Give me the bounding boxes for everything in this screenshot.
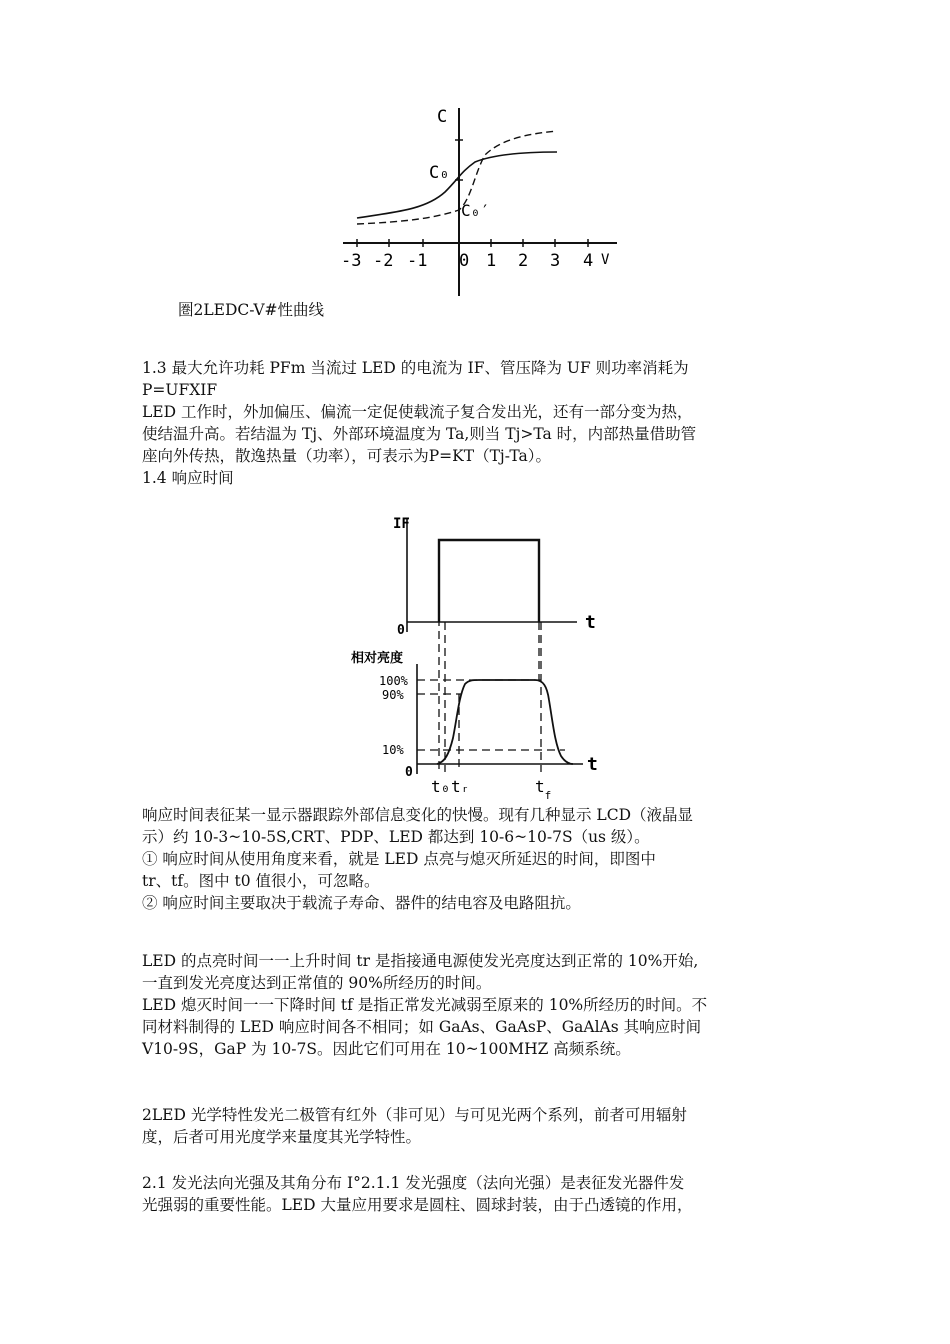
cv-x-end-label: V — [601, 252, 610, 268]
text-line: 1.3 最大允许功耗 PFm 当流过 LED 的电流为 IF、管压降为 UF 则功率消耗为 — [142, 359, 689, 377]
cv-tick-2: 2 — [518, 251, 529, 271]
cv-c0-label: C₀ — [429, 163, 450, 183]
tf-label: $t_f$ — [535, 777, 552, 800]
pct-10-label: 10% — [382, 743, 404, 757]
text-line: 2LED 光学特性发光二极管有红外（非可见）与可见光两个系列，前者可用辐射 — [142, 1106, 687, 1124]
brightness-t-label: t — [587, 754, 598, 775]
section-2-1 — [142, 1172, 812, 1216]
figure1-caption: 圏2LEDC-V#性曲线 — [178, 301, 325, 319]
brightness-y-label: 相对亮度 — [351, 651, 404, 666]
if-y-label: IF — [393, 516, 410, 532]
cv-solid-curve — [357, 152, 557, 218]
cv-tick-1: 1 — [486, 251, 497, 271]
text-line: ① 响应时间从使用角度来看，就是 LED 点亮与熄灭所延迟的时间，即图中 — [142, 850, 656, 868]
section-response — [142, 804, 812, 914]
cv-tick-m1: -1 — [407, 251, 428, 271]
text-line: ② 响应时间主要取决于载流子寿命、器件的结电容及电路阻抗。 — [142, 894, 581, 912]
text-line: 光强弱的重要性能。LED 大量应用要求是圆柱、圆球封装，由于凸透镜的作用， — [142, 1196, 693, 1214]
text-line: LED 熄灭时间一一下降时间 tf 是指正常发光减弱至原来的 10%所经历的时间。不 — [142, 996, 708, 1014]
text-line: 座向外传热，散逸热量（功率），可表示为P=KT（Tj-Ta）。 — [142, 447, 552, 465]
cv-tick-3: 3 — [550, 251, 561, 271]
text-line: 响应时间表征某一显示器跟踪外部信息变化的快慢。现有几种显示 LCD（液晶显 — [142, 806, 694, 824]
cv-c0-prime-label: C₀′ — [461, 201, 490, 220]
text-line: V10-9S，GaP 为 10-7S。因此它们可用在 10~100MHZ 高频系统。 — [142, 1040, 631, 1058]
text-line: 度，后者可用光度学来量度其光学特性。 — [142, 1128, 422, 1146]
text-line: 1.4 响应时间 — [142, 469, 234, 487]
text-line: 一直到发光亮度达到正常值的 90%所经历的时间。 — [142, 974, 492, 992]
cv-tick-m3: -3 — [341, 251, 362, 271]
text-line: 示）约 10-3~10-5S,CRT、PDP、LED 都达到 10-6~10-7S（us 级）。 — [142, 828, 650, 846]
if-zero-label: 0 — [397, 623, 405, 638]
pct-90-label: 90% — [382, 688, 404, 702]
tr-label: tᵣ — [451, 777, 471, 796]
section-rise-fall — [142, 950, 812, 1060]
if-pulse — [439, 540, 539, 622]
brightness-zero-label: 0 — [405, 765, 413, 780]
cv-y-label: C — [437, 107, 448, 127]
text-line: 使结温升高。若结温为 Tj、外部环境温度为 Ta,则当 Tj>Ta 时，内部热量借助管 — [142, 425, 697, 443]
text-line: tr、tf。图中 t0 值很小，可忽略。 — [142, 872, 380, 890]
cv-curve-figure — [335, 100, 625, 300]
text-line: P=UFXIF — [142, 381, 218, 399]
section-1-3 — [142, 357, 812, 489]
cv-tick-4: 4 — [583, 251, 594, 271]
pct-100-label: 100% — [379, 674, 408, 688]
brightness-curve — [437, 680, 573, 764]
cv-tick-0: 0 — [459, 251, 470, 271]
text-line: LED 的点亮时间一一上升时间 tr 是指接通电源使发光亮度达到正常的 10%开始, — [142, 952, 699, 970]
response-time-figure — [345, 510, 615, 800]
text-line: 2.1 发光法向光强及其角分布 I°2.1.1 发光强度（法向光强）是表征发光器件发 — [142, 1174, 685, 1192]
cv-tick-m2: -2 — [373, 251, 394, 271]
text-line: 同材料制得的 LED 响应时间各不相同；如 GaAs、GaAsP、GaAlAs 其响应时间 — [142, 1018, 702, 1036]
if-t-label: t — [585, 612, 596, 633]
text-line: LED 工作时，外加偏压、偏流一定促使载流子复合发出光，还有一部分变为热， — [142, 403, 693, 421]
section-2 — [142, 1104, 812, 1148]
t0-label: t₀ — [431, 777, 451, 796]
cv-dashed-curve — [357, 131, 557, 224]
